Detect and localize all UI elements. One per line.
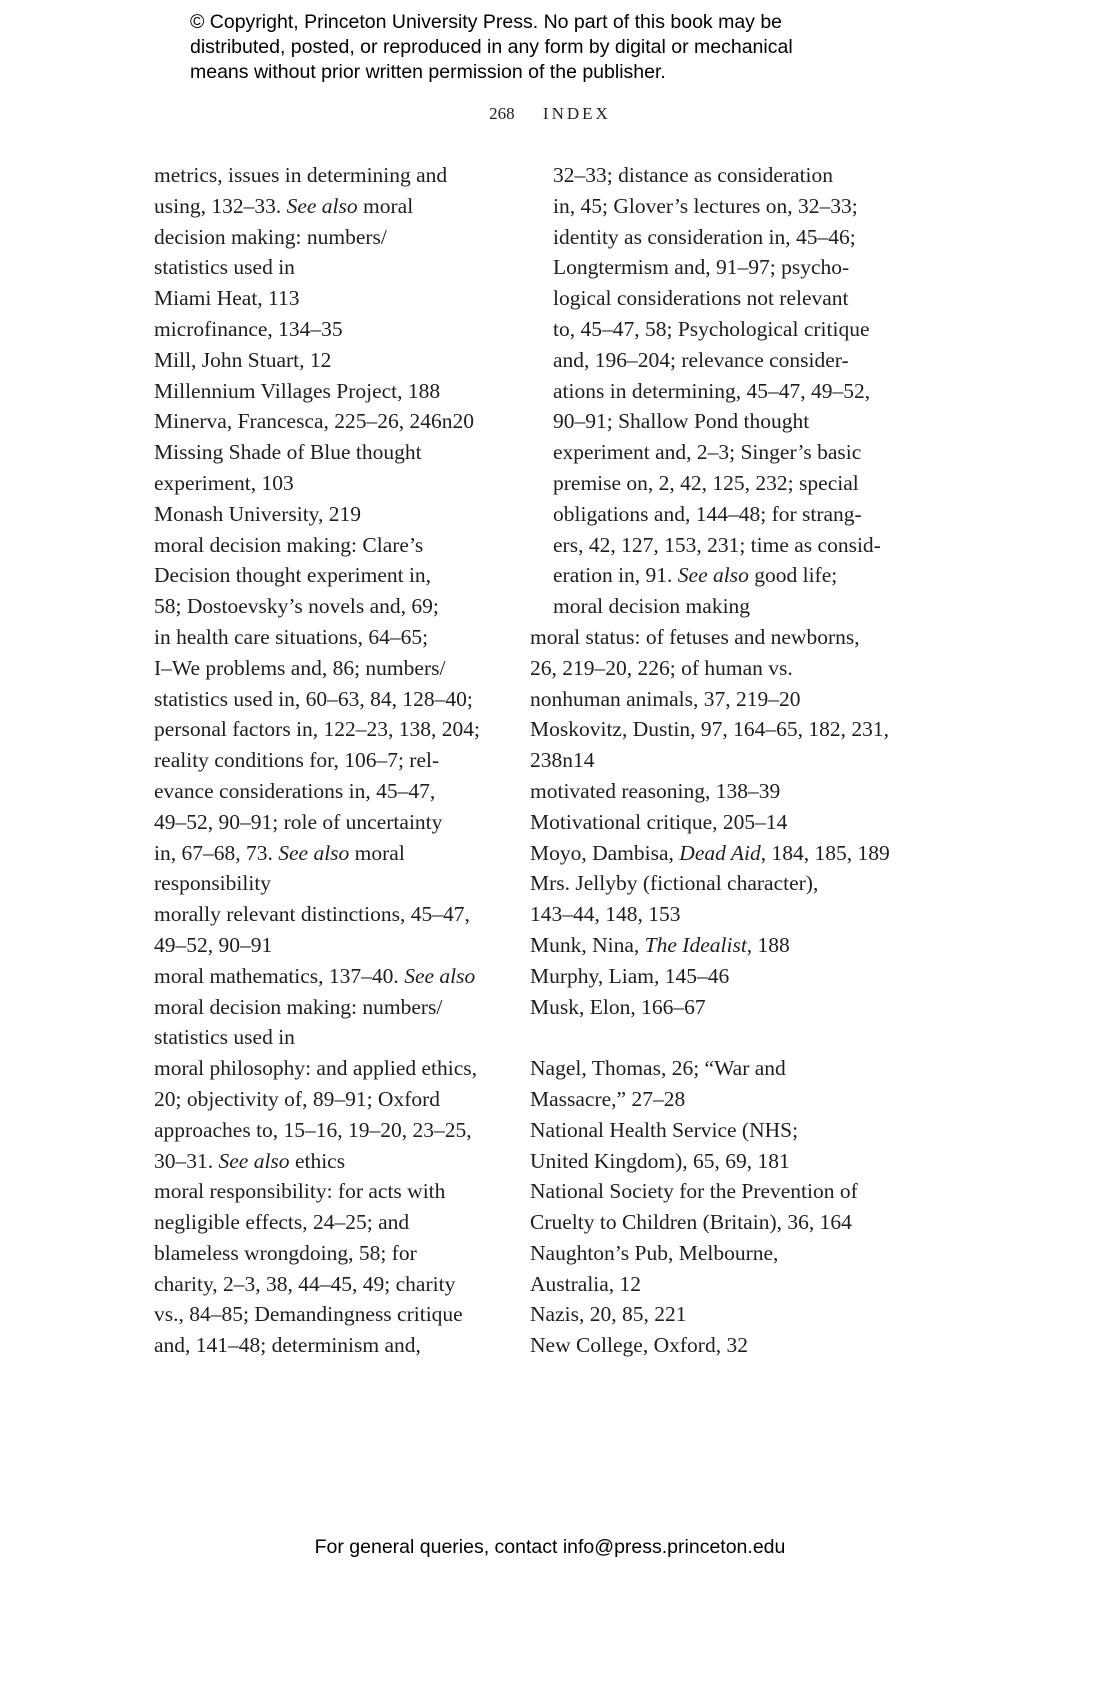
index-entry-moral-decision-making: moral decision making: Clare’s Decision thought experiment in, 58; Dostoevsky’s novels and, 69; in health care situations, 64–65; I–We problems and, 86; numbers/ statistics used in, 60–63, 84, 128–40; personal factors in, 122–23, 138, 204; reality conditions for, 106–7; rel- evance considerations in, 45–47, 49–52, 90–91; role of uncertainty in, 67–68, 73. See also moral responsibility (154, 532, 481, 896)
index-entry-moral-responsibility-continued: 32–33; distance as consideration in, 45; Glover’s lectures on, 32–33; identity as consideration in, 45–46; Longtermism and, 91–97; psycho- logical considerations not relevant to, 45–47, 58; Psychological critique and, 196–204; relevance consider- ations in determining, 45–47, 49–52, 90–91; Shallow Pond thought experiment and, 2–3; Singer’s basic premise on, 2, 42, 125, 232; special obligations and, 144–48; for strang- ers, 42, 127, 153, 231; time as consid- eration in, 91. See also good life; moral decision making (553, 163, 881, 619)
index-entry-mrs-jellyby: Mrs. Jellyby (fictional character), 143–44, 148, 153 (530, 871, 819, 927)
index-entry-miami-heat: Miami Heat, 113 (154, 286, 300, 311)
index-entry-moskovitz: Moskovitz, Dustin, 97, 164–65, 182, 231, 238n14 (530, 717, 889, 773)
copyright-line: distributed, posted, or reproduced in any form by digital or mechanical (190, 36, 793, 58)
copyright-line: means without prior written permission of the publisher. (190, 61, 666, 83)
index-entry-new-college: New College, Oxford, 32 (530, 1333, 748, 1358)
book-title: Dead Aid (679, 840, 761, 865)
index-entry-munk: Munk, Nina, The Idealist, 188 (530, 932, 790, 957)
index-entry-minerva: Minerva, Francesca, 225–26, 246n20 (154, 409, 475, 434)
page-number: 268 (489, 104, 515, 123)
copyright-line: © Copyright, Princeton University Press. No part of this book may be (190, 11, 783, 33)
see-also-label: See also (404, 963, 476, 988)
index-entry-nazis: Nazis, 20, 85, 221 (530, 1302, 687, 1327)
see-also-label: See also (218, 1148, 290, 1173)
see-also-label: See also (286, 193, 358, 218)
letter-group-divider (530, 1022, 880, 1053)
entry-line: metrics, issues in determining and (154, 163, 448, 187)
copyright-notice (190, 10, 950, 85)
entry-line: using, 132–33. See also moral (154, 193, 414, 218)
index-entry-nhs: National Health Service (NHS; United Kingdom), 65, 69, 181 (530, 1117, 799, 1173)
running-head (0, 104, 1100, 124)
see-also-label: See also (677, 563, 749, 588)
index-entry-musk: Musk, Elon, 166–67 (530, 994, 706, 1019)
footer-contact: For general queries, contact info@press.princeton.edu (314, 1536, 786, 1558)
index-entry-motivational-critique: Motivational critique, 205–14 (530, 809, 788, 834)
index-entry-nspcc: National Society for the Prevention of Cruelty to Children (Britain), 36, 164 (530, 1179, 858, 1235)
index-entry-moral-status: moral status: of fetuses and newborns, 26, 219–20, 226; of human vs. nonhuman animals, 37, 219–20 (530, 624, 860, 711)
index-entry-moral-responsibility: moral responsibility: for acts with negligible effects, 24–25; and blameless wrongdoing, 58; for charity, 2–3, 38, 44–45, 49; charity vs., 84–85; Demandingness critique and, 141–48; determinism and, (154, 1179, 463, 1358)
index-entry-moyo: Moyo, Dambisa, Dead Aid, 184, 185, 189 (530, 840, 890, 865)
index-entry-moral-mathematics: moral mathematics, 137–40. See also moral decision making: numbers/ statistics used in (154, 963, 476, 1050)
index-column-left (154, 160, 504, 1361)
index-entry-naughtons-pub: Naughton’s Pub, Melbourne, Australia, 12 (530, 1240, 779, 1296)
index-column-right (530, 160, 890, 1361)
entry-line: decision making: numbers/ (154, 224, 387, 249)
section-title: INDEX (542, 104, 611, 123)
index-entry-murphy: Murphy, Liam, 145–46 (530, 963, 730, 988)
book-title: The Idealist (644, 932, 747, 957)
index-entry-monash: Monash University, 219 (154, 501, 362, 526)
index-entry-metrics (154, 160, 504, 283)
see-also-label: See also (278, 840, 350, 865)
index-entry-moral-philosophy: moral philosophy: and applied ethics, 20; objectivity of, 89–91; Oxford approaches to, 15–16, 19–20, 23–25, 30–31. See also ethics (154, 1056, 478, 1173)
index-entry-missing-shade: Missing Shade of Blue thought experiment, 103 (154, 440, 422, 495)
index-entry-mill: Mill, John Stuart, 12 (154, 347, 332, 372)
index-entry-nagel: Nagel, Thomas, 26; “War and Massacre,” 27–28 (530, 1056, 786, 1111)
index-entry-millennium-villages: Millennium Villages Project, 188 (154, 378, 441, 403)
entry-line: statistics used in (154, 255, 295, 280)
index-entry-motivated-reasoning: motivated reasoning, 138–39 (530, 778, 781, 803)
index-entry-morally-relevant: morally relevant distinctions, 45–47, 49–52, 90–91 (154, 902, 470, 957)
index-entry-microfinance: microfinance, 134–35 (154, 316, 343, 341)
